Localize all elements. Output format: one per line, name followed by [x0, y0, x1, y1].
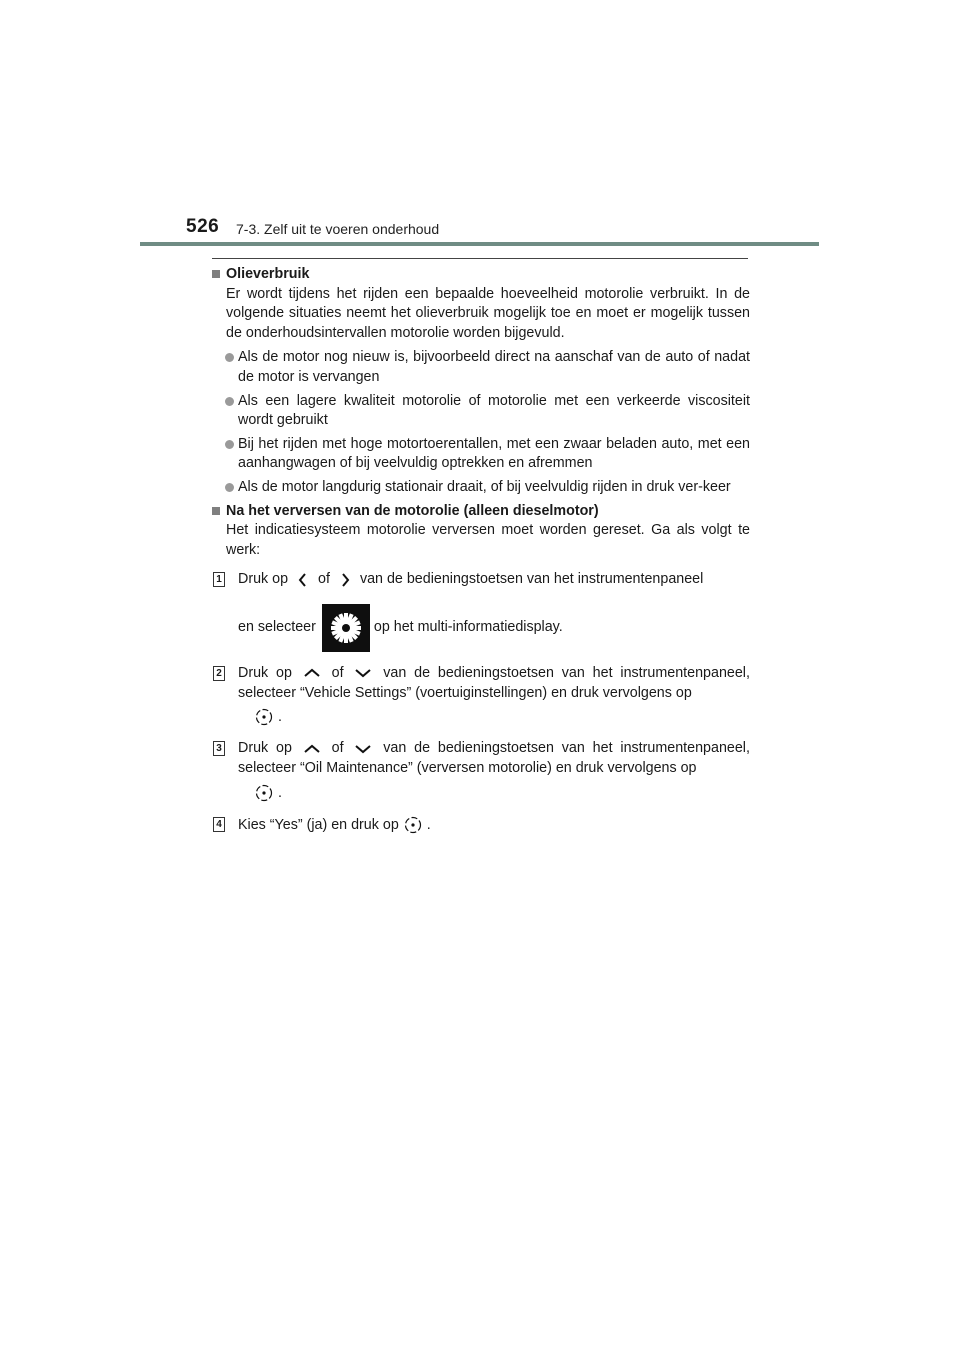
step-list	[212, 570, 750, 835]
gear-icon	[322, 604, 370, 652]
chevron-right-icon	[334, 572, 356, 588]
oil-change-intro: Het indicatiesysteem motorolie verversen moet worden gereset. Ga als volgt te werk:	[226, 522, 750, 558]
chevron-up-icon	[300, 666, 324, 680]
round-bullet-icon	[225, 440, 234, 449]
oil-consumption-heading: Olieverbruik	[212, 265, 750, 285]
step-number: 2	[213, 666, 225, 681]
enter-button-icon	[254, 783, 274, 803]
round-bullet-icon	[225, 353, 234, 362]
square-bullet-icon	[212, 507, 220, 515]
header-rule	[140, 242, 819, 246]
step-3: 3 Druk op of van de bedieningstoetsen van het instrumentenpaneel, selecteer “Oil Maintenance” (verversen motorolie) en druk vervolgens op .	[212, 739, 750, 803]
step-number: 3	[213, 741, 225, 756]
chevron-up-icon	[300, 742, 324, 756]
square-bullet-icon	[212, 270, 220, 278]
section-rule	[212, 258, 748, 259]
list-item: Als de motor nog nieuw is, bijvoorbeeld direct na aanschaf van de auto of nadat de motor is vervangen	[212, 348, 750, 387]
page-content	[212, 265, 750, 847]
step-2-ok-line: .	[238, 707, 750, 727]
page-number: 526	[186, 216, 220, 237]
chevron-down-icon	[351, 742, 375, 756]
enter-button-icon	[254, 707, 274, 727]
list-item: Als de motor langdurig stationair draait, of bij veelvuldig rijden in druk ver-keer	[212, 478, 750, 498]
step-3-ok-line: .	[238, 783, 750, 803]
step-1: 1 Druk op of van de bedieningstoetsen van het instrumentenpaneel en selecteer op het multi-informatiedisplay.	[212, 570, 750, 652]
step-4: 4 Kies “Yes” (ja) en druk op .	[212, 815, 750, 835]
chevron-down-icon	[351, 666, 375, 680]
enter-button-icon	[403, 815, 423, 835]
step-number: 4	[213, 817, 225, 832]
round-bullet-icon	[225, 397, 234, 406]
section-title: 7-3. Zelf uit te voeren onderhoud	[236, 221, 440, 237]
list-item: Bij het rijden met hoge motortoerentallen, met een zwaar beladen auto, met een aanhangwagen of bij veelvuldig optrekken en afremmen	[212, 435, 750, 474]
list-item: Als een lagere kwaliteit motorolie of motorolie met een verkeerde viscositeit wordt gebruikt	[212, 392, 750, 431]
step-1-line-2: en selecteer op het multi-informatiedisplay.	[238, 604, 750, 652]
round-bullet-icon	[225, 483, 234, 492]
chevron-left-icon	[292, 572, 314, 588]
oil-consumption-list	[212, 348, 750, 497]
step-2: 2 Druk op of van de bedieningstoetsen van het instrumentenpaneel, selecteer “Vehicle Settings” (voertuiginstellingen) en druk vervolgens op .	[212, 664, 750, 728]
step-number: 1	[213, 572, 225, 587]
oil-consumption-intro: Er wordt tijdens het rijden een bepaalde hoeveelheid motorolie verbruikt. In de volgende situaties neemt het olieverbruik mogelijk toe en moet er mogelijk tussen de onderhoudsintervallen motorolie worden bijgevuld.	[226, 285, 750, 341]
oil-change-heading: Na het verversen van de motorolie (alleen dieselmotor)	[212, 502, 750, 522]
